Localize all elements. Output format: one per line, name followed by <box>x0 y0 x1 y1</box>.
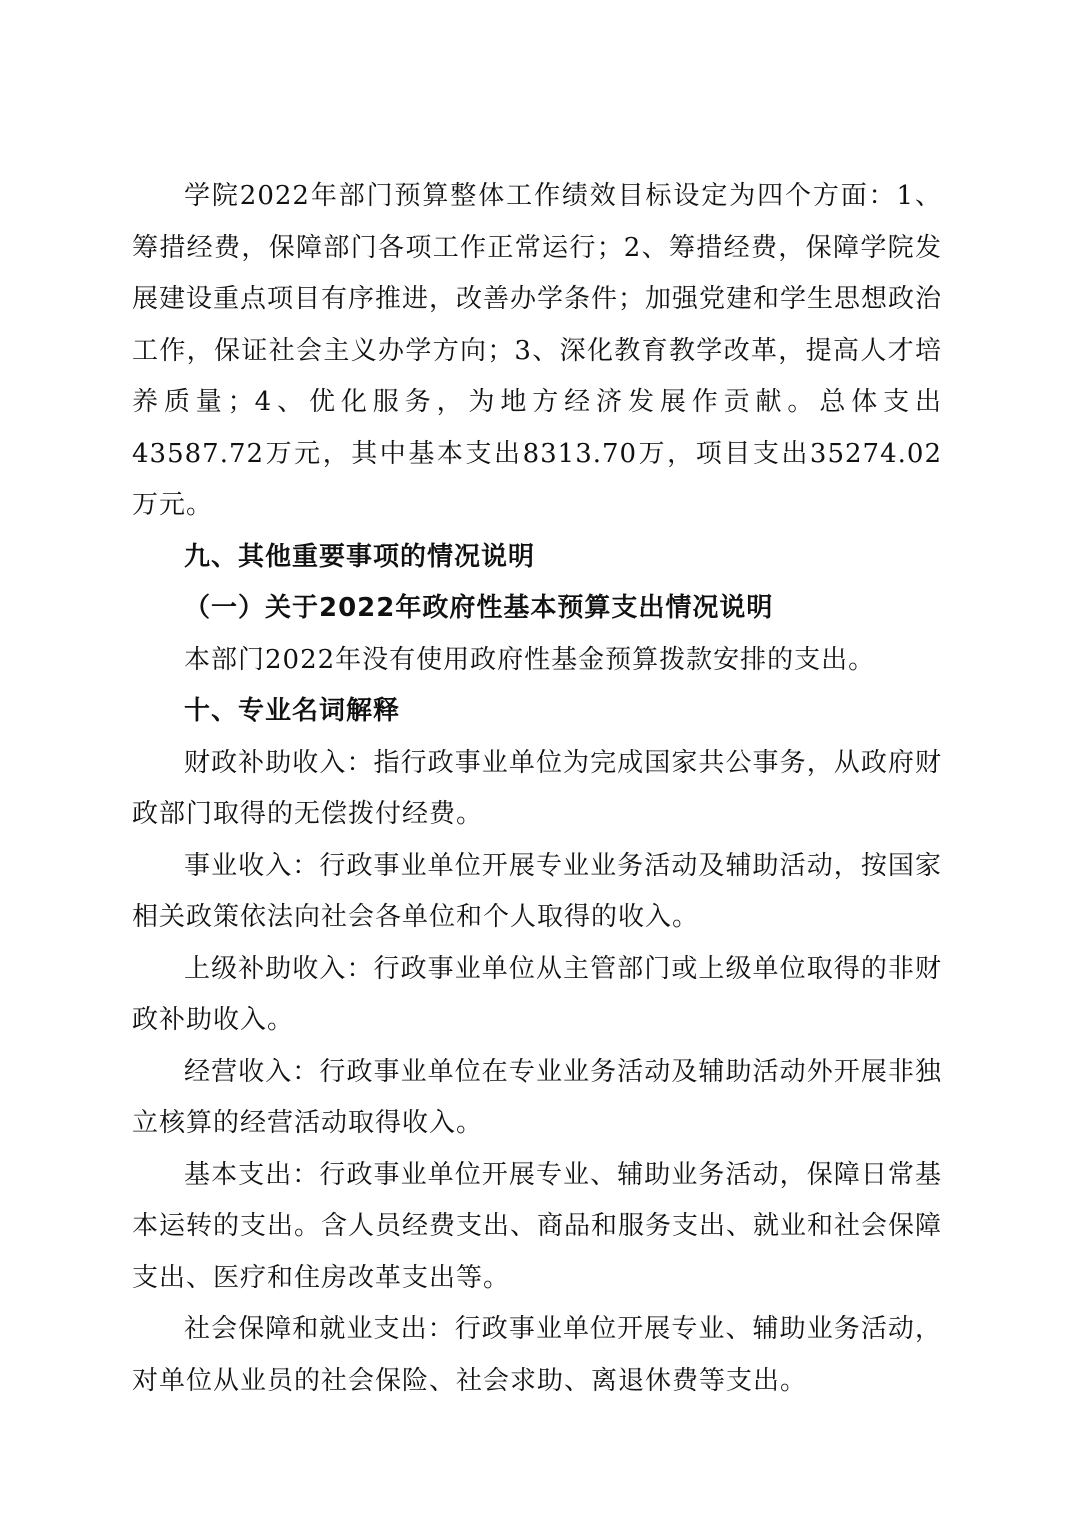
term-definition: 财政补助收入：指行政事业单位为完成国家共公事务，从政府财政部门取得的无偿拨付经费。 <box>132 747 942 829</box>
term-definition: 上级补助收入：行政事业单位从主管部门或上级单位取得的非财政补助收入。 <box>132 953 942 1035</box>
section-9-sub1-text: 本部门2022年没有使用政府性基金预算拨款安排的支出。 <box>184 644 876 675</box>
section-10-heading: 十、专业名词解释 <box>184 696 401 726</box>
section-9-subheading: （一）关于2022年政府性基本预算支出情况说明 <box>184 593 774 623</box>
term-definition: 社会保障和就业支出：行政事业单位开展专业、辅助业务活动，对单位从业员的社会保险、社会求助、离退休费等支出。 <box>132 1314 942 1396</box>
term-definition: 事业收入：行政事业单位开展专业业务活动及辅助活动，按国家相关政策依法向社会各单位和个人取得的收入。 <box>132 850 942 932</box>
intro-paragraph: 学院2022年部门预算整体工作绩效目标设定为四个方面：1、筹措经费，保障部门各项工作正常运行；2、筹措经费，保障学院发展建设重点项目有序推进，改善办学条件；加强党建和学生思想政治工作，保证社会主义办学方向；3、深化教育教学改革，提高人才培养质量；4、优化服务，为地方经济发展作贡献。总体支出43587.72万元，其中基本支出8313.70万，项目支出35274.02万元。 <box>132 181 943 520</box>
section-9-heading: 九、其他重要事项的情况说明 <box>184 541 536 572</box>
term-definition: 经营收入：行政事业单位在专业业务活动及辅助活动外开展非独立核算的经营活动取得收入。 <box>132 1056 942 1138</box>
document-page <box>132 171 942 1407</box>
term-definition: 基本支出：行政事业单位开展专业、辅助业务活动，保障日常基本运转的支出。含人员经费支出、商品和服务支出、就业和社会保障支出、医疗和住房改革支出等。 <box>132 1159 943 1293</box>
